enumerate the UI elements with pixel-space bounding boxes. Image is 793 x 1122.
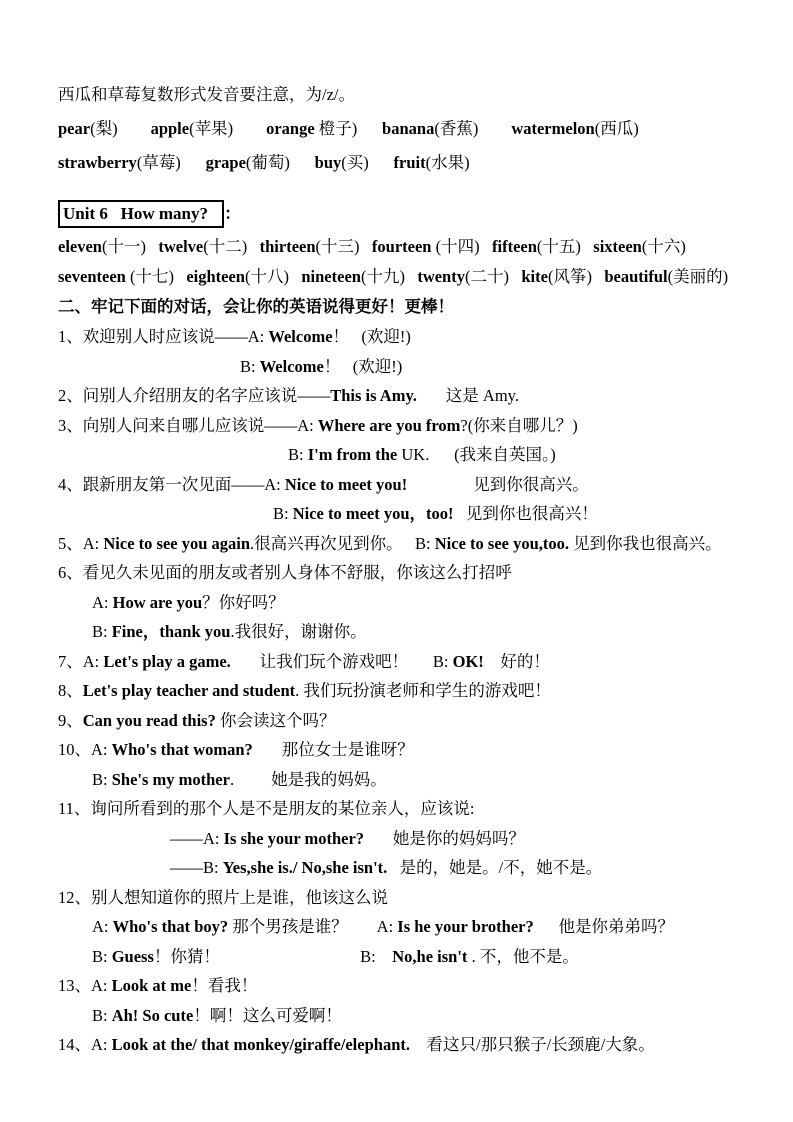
item-13: 13、A: Look at me！看我！	[58, 976, 258, 995]
vocab-fruits-line-1: pear(梨) apple(苹果) orange 橙子) banana(香蕉) watermelon(西瓜)	[58, 119, 639, 138]
item-13-b: B: Ah! So cute！啊！这么可爱啊！	[92, 1005, 342, 1025]
item-6-b: B: Fine，thank you.我很好，谢谢你。	[92, 622, 367, 641]
item-2: 2、问别人介绍朋友的名字应该说——This is Amy. 这是 Amy.	[58, 386, 519, 405]
item-4: 4、跟新朋友第一次见面——A: Nice to meet you! 见到你很高兴。	[58, 474, 589, 494]
item-8: 8、Let's play teacher and student. 我们玩扮演老师和学生的游戏吧！	[58, 681, 551, 700]
item-10-b: B: She's my mother. 她是我的妈妈。	[92, 769, 387, 789]
item-1-b: B: Welcome！ (欢迎!)	[240, 356, 403, 376]
item-6: 6、看见久未见面的朋友或者别人身体不舒服，你该这么打招呼	[58, 563, 512, 582]
item-11-b: ——B: Yes,she is./ No,she isn't. 是的，她是。/不，她不是。	[170, 858, 603, 877]
item-12: 12、别人想知道你的照片上是谁，他该这么说	[58, 887, 388, 907]
item-14: 14、A: Look at the/ that monkey/giraffe/elephant. 看这只/那只猴子/长颈鹿/大象。	[58, 1035, 655, 1054]
item-6-a: A: How are you？你好吗？	[92, 592, 285, 612]
unit6-heading-box: Unit 6 How many?	[58, 200, 224, 228]
item-4-b: B: Nice to meet you，too! 见到你也很高兴！	[273, 504, 598, 523]
document-body	[58, 78, 793, 1060]
item-11-a: ——A: Is she your mother? 她是你的妈妈吗？	[170, 828, 525, 848]
item-5: 5、A: Nice to see you again.很高兴再次见到你。 B: Nice to see you,too. 见到你我也很高兴。	[58, 533, 722, 553]
item-10: 10、A: Who's that woman? 那位女士是谁呀？	[58, 740, 414, 759]
item-7: 7、A: Let's play a game. 让我们玩个游戏吧！ B: OK! 好的！	[58, 651, 550, 671]
item-3: 3、向别人问来自哪儿应该说——A: Where are you from?(你来自哪儿？)	[58, 415, 578, 435]
item-12-b: B: Guess！你猜！ B: No,he isn't . 不，他不是。	[92, 946, 579, 966]
note-plural-pronunciation: 西瓜和草莓复数形式发音要注意，为/z/。	[58, 85, 355, 104]
item-12-a: A: Who's that boy? 那个男孩是谁？ A: Is he your brother? 他是你弟弟吗？	[92, 917, 674, 936]
vocab-fruits-line-2: strawberry(草莓) grape(葡萄) buy(买) fruit(水果)	[58, 153, 470, 172]
item-3-b: B: I'm from the UK. (我来自英国。)	[288, 445, 556, 464]
vocab-numbers-line-2: seventeen (十七) eighteen(十八) nineteen(十九) twenty(二十) kite(风筝) beautiful(美丽的)	[58, 267, 729, 286]
vocab-numbers-line-1: eleven(十一) twelve(十二) thirteen(十三) fourteen (十四) fifteen(十五) sixteen(十六)	[58, 237, 686, 256]
section2-heading: 二、牢记下面的对话，会让你的英语说得更好！更棒！	[58, 297, 454, 316]
item-9: 9、Can you read this? 你会读这个吗？	[58, 710, 336, 730]
item-11: 11、询问所看到的那个人是不是朋友的某位亲人，应该说:	[58, 799, 475, 818]
unit6-heading: Unit 6 How many? ：	[58, 196, 793, 232]
item-1: 1、欢迎别人时应该说——A: Welcome！ (欢迎!)	[58, 327, 411, 346]
